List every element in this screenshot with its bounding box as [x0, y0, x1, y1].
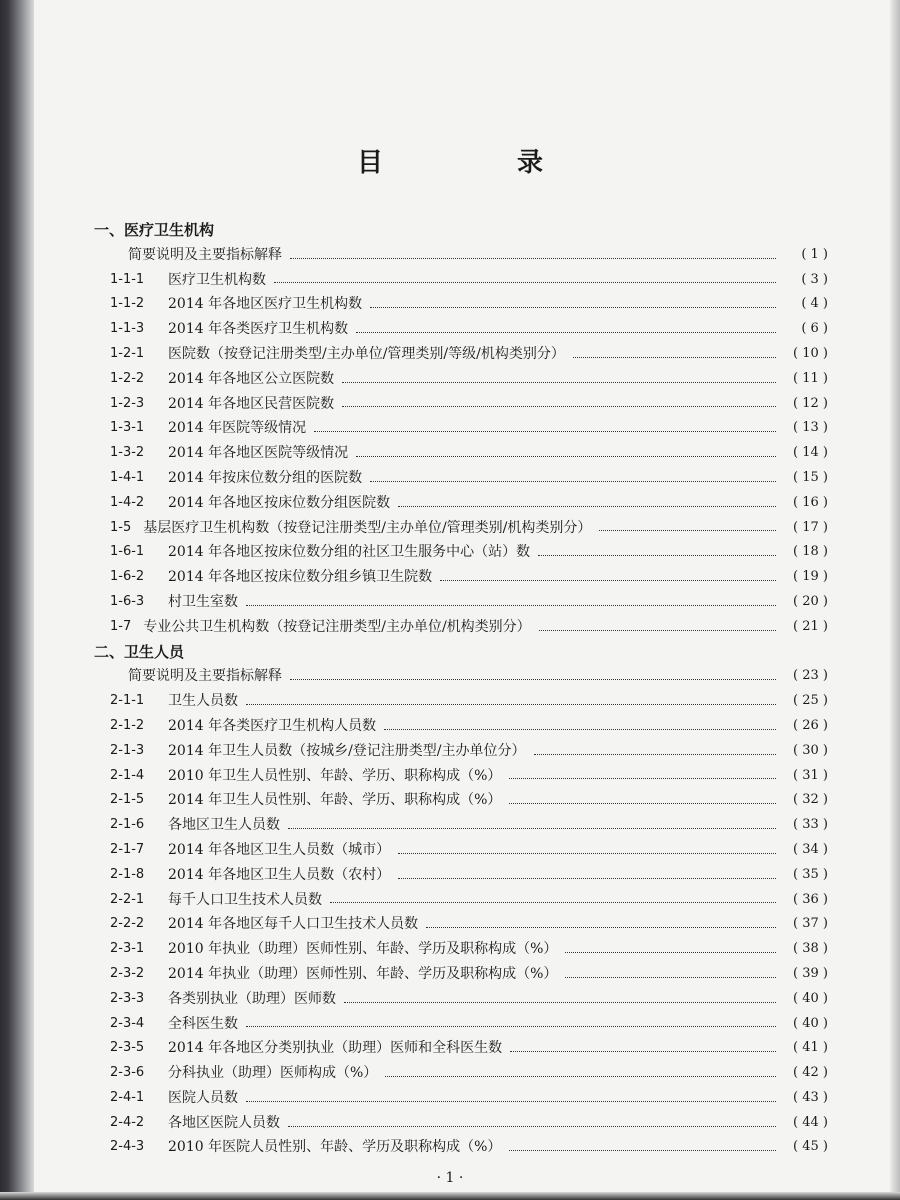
page-title: 目 录: [356, 148, 597, 178]
toc-entry-title: 医院人员数: [168, 1089, 238, 1106]
toc-entry-page: ( 12 ): [793, 395, 828, 411]
dot-leader: [370, 307, 776, 308]
toc-entry[interactable]: [94, 367, 828, 392]
toc-entry-page: ( 21 ): [793, 618, 828, 634]
toc-entry-code: 2-3-6: [110, 1065, 145, 1081]
toc-entry-title: 2010 年医院人员性别、年龄、学历及职称构成（%）: [168, 1139, 502, 1156]
toc-entry-title: 2014 年各类医疗卫生机构数: [168, 321, 349, 338]
toc-entry-title: 分科执业（助理）医师构成（%）: [168, 1065, 378, 1082]
toc-entry-page: ( 44 ): [793, 1114, 828, 1130]
toc-entry-page: ( 41 ): [793, 1040, 828, 1056]
dot-leader: [290, 258, 776, 259]
toc-entry-code: 1-3-1: [110, 420, 145, 436]
toc-entry[interactable]: [94, 516, 828, 541]
dot-leader: [246, 704, 776, 705]
toc-entry[interactable]: [94, 268, 828, 293]
section-heading: 一、医疗卫生机构: [94, 221, 215, 239]
toc-entry-page: ( 13 ): [793, 420, 828, 436]
toc-entry-title: 2014 年各地区医疗卫生机构数: [168, 296, 363, 313]
dot-leader: [314, 431, 776, 432]
toc-entry[interactable]: [94, 714, 828, 739]
toc-entry[interactable]: [94, 317, 828, 342]
toc-entry-title: 2014 年各地区医院等级情况: [168, 445, 349, 462]
toc-entry-title: 2014 年各地区按床位数分组的社区卫生服务中心（站）数: [168, 544, 531, 561]
toc-entry-code: 2-1-8: [110, 866, 145, 882]
toc-entry-title: 2010 年卫生人员性别、年龄、学历、职称构成（%）: [168, 767, 502, 784]
dot-leader: [246, 605, 776, 606]
toc-entry[interactable]: [94, 1135, 828, 1160]
toc-entry-page: ( 45 ): [793, 1139, 828, 1155]
toc-entry-title: 2014 年执业（助理）医师性别、年龄、学历及职称构成（%）: [168, 965, 558, 982]
toc-entry[interactable]: [94, 466, 828, 491]
toc-entry-page: ( 32 ): [793, 792, 828, 808]
toc-entry-page: ( 35 ): [793, 866, 828, 882]
toc-entry-code: 2-1-2: [110, 717, 145, 733]
toc-entry-title: 全科医生数: [168, 1015, 238, 1032]
toc-entry-page: ( 1 ): [801, 246, 828, 262]
toc-entry-title: 2014 年各地区分类别执业（助理）医师和全科医生数: [168, 1040, 503, 1057]
toc-entry-title: 各类别执业（助理）医师数: [168, 990, 336, 1007]
toc-entry-code: 1-5: [110, 519, 132, 535]
toc-entry-page: ( 11 ): [793, 370, 828, 386]
toc-entry[interactable]: [94, 491, 828, 516]
dot-leader: [398, 878, 776, 879]
dot-leader: [539, 630, 776, 631]
toc-entry[interactable]: [94, 565, 828, 590]
toc-entry-page: ( 40 ): [793, 1015, 828, 1031]
dot-leader: [385, 1076, 776, 1077]
toc-entry-code: 2-2-1: [110, 891, 145, 907]
toc-entry-title: 2014 年各地区每千人口卫生技术人员数: [168, 916, 419, 933]
toc-entry[interactable]: [94, 615, 828, 640]
dot-leader: [440, 580, 776, 581]
dot-leader: [356, 456, 776, 457]
toc-entry-code: 1-6-3: [110, 593, 145, 609]
toc-entry-title: 医疗卫生机构数: [168, 271, 266, 288]
toc-entry-title: 2014 年卫生人员数（按城乡/登记注册类型/主办单位分）: [168, 742, 526, 759]
toc-entry-code: 1-1-2: [110, 296, 145, 312]
toc-entry-code: 2-1-3: [110, 742, 145, 758]
dot-leader: [510, 1051, 776, 1052]
toc-entry-code: 2-1-4: [110, 767, 145, 783]
toc-entry-page: ( 26 ): [793, 717, 828, 733]
toc-entry[interactable]: [94, 1111, 828, 1136]
dot-leader: [288, 828, 776, 829]
toc-entry-page: ( 23 ): [793, 668, 828, 684]
toc-entry-page: ( 40 ): [793, 990, 828, 1006]
toc-entry-code: 1-4-2: [110, 494, 145, 510]
dot-leader: [384, 729, 776, 730]
toc-entry-title: 简要说明及主要指标解释: [128, 668, 282, 685]
toc-entry-page: ( 20 ): [793, 593, 828, 609]
toc-entry-title: 各地区医院人员数: [168, 1114, 280, 1131]
dot-leader: [398, 853, 776, 854]
toc-entry-page: ( 43 ): [793, 1089, 828, 1105]
dot-leader: [565, 952, 776, 953]
toc-entry-page: ( 14 ): [793, 445, 828, 461]
dot-leader: [534, 754, 776, 755]
toc-entry-code: 1-6-1: [110, 544, 145, 560]
dot-leader: [538, 555, 776, 556]
toc-entry-code: 1-4-1: [110, 469, 145, 485]
toc-entry-title: 2014 年各地区按床位数分组乡镇卫生院数: [168, 569, 433, 586]
toc-entry-title: 2014 年医院等级情况: [168, 420, 307, 437]
section-heading: 二、卫生人员: [94, 642, 185, 661]
toc-entry[interactable]: [94, 863, 828, 888]
toc-entry-page: ( 42 ): [793, 1065, 828, 1081]
toc-entry-code: 2-4-2: [110, 1114, 145, 1130]
toc-entry-title: 基层医疗卫生机构数（按登记注册类型/主办单位/管理类别/机构类别分）: [143, 519, 592, 536]
table-of-contents: [94, 218, 828, 1160]
toc-entry-page: ( 38 ): [793, 941, 828, 957]
page-edge-right: [890, 0, 900, 1200]
toc-entry-page: ( 19 ): [793, 569, 828, 585]
toc-entry-title: 2014 年各地区民营医院数: [168, 395, 335, 412]
dot-leader: [246, 1026, 776, 1027]
toc-entry-title: 每千人口卫生技术人员数: [168, 891, 322, 908]
toc-entry-title: 2014 年各地区卫生人员数（农村）: [168, 866, 391, 883]
toc-entry-title: 医院数（按登记注册类型/主办单位/管理类别/等级/机构类别分）: [168, 345, 565, 362]
toc-entry-title: 2014 年卫生人员性别、年龄、学历、职称构成（%）: [168, 792, 502, 809]
toc-entry-page: ( 4 ): [801, 296, 828, 312]
toc-entry-page: ( 10 ): [793, 345, 828, 361]
toc-entry-code: 2-3-1: [110, 941, 145, 957]
dot-leader: [342, 382, 776, 383]
toc-entry-title: 村卫生室数: [168, 593, 238, 610]
binding-shadow: [0, 0, 34, 1200]
dot-leader: [290, 679, 776, 680]
page-number: · 1 ·: [436, 1170, 464, 1186]
toc-entry-code: 1-6-2: [110, 569, 145, 585]
toc-entry[interactable]: [94, 441, 828, 466]
toc-entry-code: 1-7: [110, 618, 132, 634]
toc-entry[interactable]: [94, 912, 828, 937]
toc-entry-code: 1-2-2: [110, 370, 145, 386]
toc-entry-page: ( 30 ): [793, 742, 828, 758]
toc-entry-code: 2-1-7: [110, 841, 145, 857]
toc-entry-code: 2-1-5: [110, 792, 145, 808]
toc-entry[interactable]: [94, 962, 828, 987]
dot-leader: [344, 1002, 776, 1003]
toc-entry[interactable]: [94, 664, 828, 689]
toc-entry-title: 2014 年各地区公立医院数: [168, 370, 335, 387]
toc-entry[interactable]: [94, 838, 828, 863]
dot-leader: [246, 1101, 776, 1102]
toc-entry-code: 2-3-4: [110, 1015, 145, 1031]
toc-entry-code: 2-3-3: [110, 990, 145, 1006]
toc-entry-code: 2-4-1: [110, 1089, 145, 1105]
toc-entry[interactable]: [94, 1012, 828, 1037]
toc-entry-page: ( 31 ): [793, 767, 828, 783]
toc-entry-title: 2014 年各类医疗卫生机构人员数: [168, 717, 377, 734]
toc-entry-page: ( 18 ): [793, 544, 828, 560]
dot-leader: [509, 803, 776, 804]
toc-entry-page: ( 36 ): [793, 891, 828, 907]
dot-leader: [342, 406, 776, 407]
toc-entry-code: 1-1-3: [110, 321, 145, 337]
dot-leader: [288, 1126, 776, 1127]
toc-entry[interactable]: [94, 813, 828, 838]
toc-entry-title: 2014 年按床位数分组的医院数: [168, 469, 363, 486]
dot-leader: [599, 530, 776, 531]
toc-entry-page: ( 16 ): [793, 494, 828, 510]
toc-entry-page: ( 37 ): [793, 916, 828, 932]
toc-entry-title: 2014 年各地区按床位数分组医院数: [168, 494, 391, 511]
toc-entry[interactable]: [94, 1086, 828, 1111]
toc-entry[interactable]: [94, 243, 828, 268]
page-edge-bottom: [0, 1192, 900, 1200]
dot-leader: [565, 977, 776, 978]
dot-leader: [509, 1150, 776, 1151]
toc-entry[interactable]: [94, 392, 828, 417]
toc-entry[interactable]: [94, 540, 828, 565]
toc-entry[interactable]: [94, 590, 828, 615]
toc-entry[interactable]: [94, 342, 828, 367]
toc-entry-code: 1-2-3: [110, 395, 145, 411]
toc-entry[interactable]: [94, 1036, 828, 1061]
toc-entry-code: 1-2-1: [110, 345, 145, 361]
toc-entry-code: 1-3-2: [110, 445, 145, 461]
toc-entry-page: ( 15 ): [793, 469, 828, 485]
dot-leader: [330, 902, 776, 903]
dot-leader: [426, 927, 776, 928]
dot-leader: [370, 481, 776, 482]
toc-entry-code: 1-1-1: [110, 271, 145, 287]
toc-entry[interactable]: [94, 888, 828, 913]
toc-entry-code: 2-2-2: [110, 916, 145, 932]
toc-entry-page: ( 3 ): [801, 271, 828, 287]
toc-entry[interactable]: [94, 416, 828, 441]
toc-entry-page: ( 17 ): [793, 519, 828, 535]
toc-entry[interactable]: [94, 788, 828, 813]
toc-entry-title: 2014 年各地区卫生人员数（城市）: [168, 841, 391, 858]
toc-entry-title: 专业公共卫生机构数（按登记注册类型/主办单位/机构类别分）: [143, 618, 531, 635]
dot-leader: [398, 506, 776, 507]
toc-entry-title: 卫生人员数: [168, 693, 238, 710]
toc-entry-code: 2-3-5: [110, 1040, 145, 1056]
toc-entry[interactable]: [94, 987, 828, 1012]
toc-entry-title: 简要说明及主要指标解释: [128, 246, 282, 263]
toc-entry-code: 2-1-1: [110, 693, 145, 709]
toc-entry[interactable]: [94, 764, 828, 789]
toc-entry-page: ( 25 ): [793, 693, 828, 709]
toc-entry-code: 2-3-2: [110, 965, 145, 981]
toc-entry-code: 2-4-3: [110, 1139, 145, 1155]
toc-entry-title: 2010 年执业（助理）医师性别、年龄、学历及职称构成（%）: [168, 941, 558, 958]
toc-entry[interactable]: [94, 739, 828, 764]
toc-entry[interactable]: [94, 292, 828, 317]
dot-leader: [573, 357, 776, 358]
dot-leader: [356, 332, 776, 333]
toc-entry-page: ( 33 ): [793, 817, 828, 833]
toc-entry[interactable]: [94, 689, 828, 714]
toc-entry-page: ( 39 ): [793, 965, 828, 981]
dot-leader: [274, 282, 776, 283]
dot-leader: [509, 778, 776, 779]
toc-entry-page: ( 6 ): [801, 321, 828, 337]
toc-entry-page: ( 34 ): [793, 841, 828, 857]
toc-entry[interactable]: [94, 1061, 828, 1086]
toc-entry-title: 各地区卫生人员数: [168, 817, 280, 834]
toc-entry-code: 2-1-6: [110, 817, 145, 833]
toc-entry[interactable]: [94, 937, 828, 962]
